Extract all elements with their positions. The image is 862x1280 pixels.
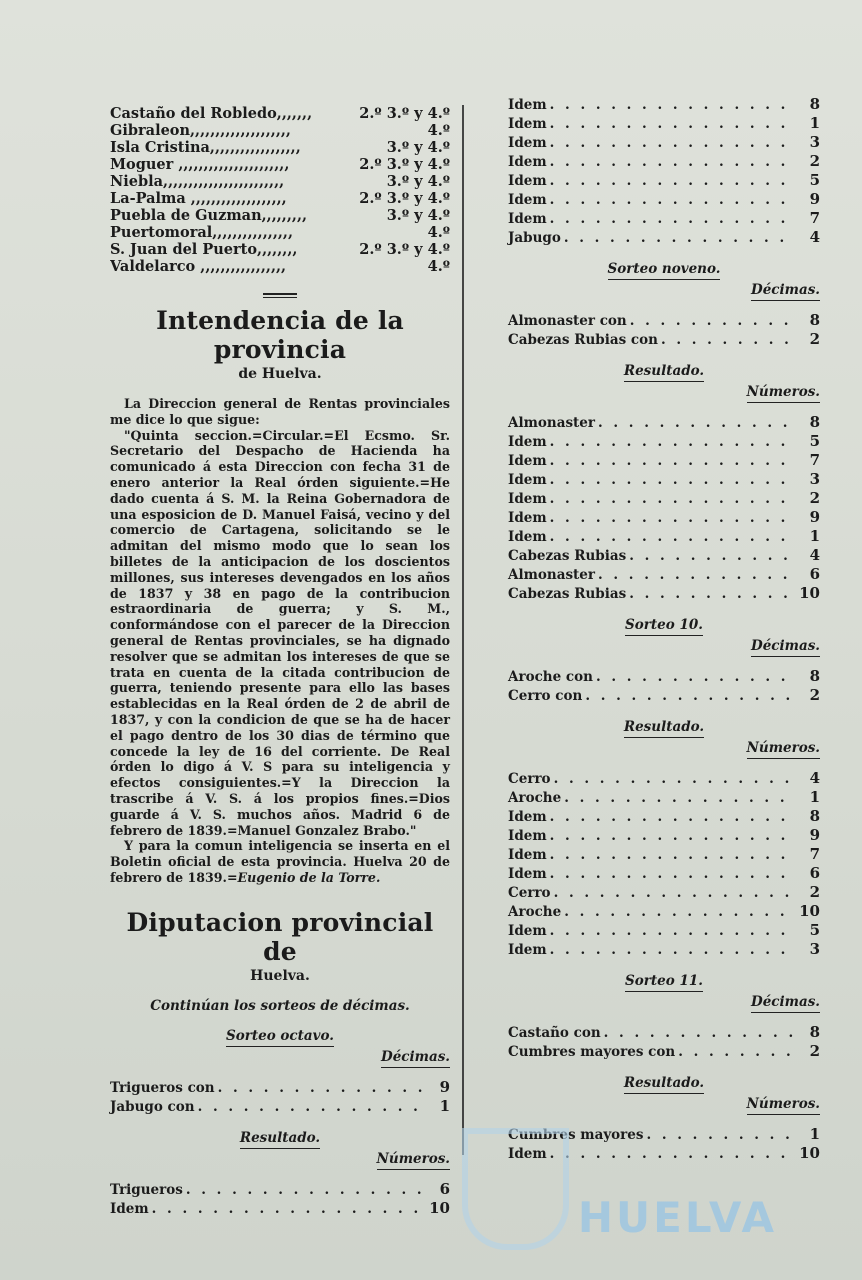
town-row: Puebla de Guzman,,,,,,,,, 3.º y 4.º [110,207,450,224]
diputacion-intro: Continúan los sorteos de décimas. [150,997,410,1014]
list-item: Idem . . . 1 [508,114,820,133]
resultado-heading: Resultado. [110,1130,450,1149]
intendencia-subtitle: de Huelva. [238,366,322,382]
list-item: Idem . . . 5 [508,432,820,451]
list-item: Idem . . . 2 [508,489,820,508]
list-item: Cabezas Rubias . . . 4 [508,546,820,565]
list-item: Idem . . . 5 [508,921,820,940]
sorteo-heading: Sorteo 10. [508,617,820,636]
decimas-label: Décimas. [508,282,820,301]
intendencia-paragraph: La Direccion general de Rentas provinciales me dice lo que sigue: [110,396,450,427]
numeros-label: Números. [508,1096,820,1115]
list-item: Jabugo con . . . 1 [110,1097,450,1116]
resultado-heading: Resultado. [508,1075,820,1094]
list-item: Trigueros con . . . 9 [110,1078,450,1097]
list-item: Cerro con . . . 2 [508,686,820,705]
sorteo-heading: Sorteo octavo. [110,1028,450,1047]
list-item: Aroche . . . 10 [508,902,820,921]
decimas-label: Décimas. [110,1049,450,1068]
town-row: S. Juan del Puerto,,,,,,,, 2.º 3.º y 4.º [110,241,450,258]
list-item: Idem . . . 9 [508,826,820,845]
list-item: Trigueros . . . 6 [110,1180,450,1199]
list-item: Cerro . . . 4 [508,769,820,788]
list-item: Idem . . . 7 [508,451,820,470]
numeros-label: Números. [110,1151,450,1170]
resultado-heading: Resultado. [508,363,820,382]
signature: Eugenio de la Torre. [237,869,381,885]
list-item: Jabugo . . . 4 [508,228,820,247]
list-item: Cumbres mayores . . . 1 [508,1125,820,1144]
resultado-heading: Resultado. [508,719,820,738]
town-row: Valdelarco ,,,,,,,,,,,,,,,,, 4.º [110,258,450,275]
right-column [508,95,820,1163]
list-item: Almonaster . . . 6 [508,565,820,584]
intendencia-paragraph: Y para la comun inteligencia se inserta en el Boletin oficial de esta provincia. Huelva 20 de febrero de 1839.=Eugenio de la Torre. [110,838,450,885]
town-row: Puertomoral,,,,,,,,,,,,,,,, 4.º [110,224,450,241]
watermark-stamp: HUELVA [577,1193,777,1242]
town-list [110,105,450,275]
list-item: Aroche . . . 1 [508,788,820,807]
list-item: Idem . . . 9 [508,508,820,527]
list-item: Idem . . . 7 [508,209,820,228]
intendencia-title: Intendencia de la provincia [156,306,404,364]
list-item: Almonaster con . . . 8 [508,311,820,330]
list-item: Cerro . . . 2 [508,883,820,902]
list-item: Cabezas Rubias . . . 10 [508,584,820,603]
town-row: Gibraleon,,,,,,,,,,,,,,,,,,,, 4.º [110,122,450,139]
list-item: Cumbres mayores con . . . 2 [508,1042,820,1061]
column-divider [462,105,464,1155]
list-item: Idem . . . 1 [508,527,820,546]
list-item: Idem . . . 6 [508,864,820,883]
list-item: Castaño con . . . 8 [508,1023,820,1042]
decimas-label: Décimas. [508,994,820,1013]
numeros-label: Números. [508,740,820,759]
list-item: Idem . . . 9 [508,190,820,209]
diputacion-subtitle: Huelva. [250,967,310,984]
diputacion-title: Diputacion provincial de [126,907,434,966]
list-item: Idem . . . 7 [508,845,820,864]
list-item: Idem . . . 3 [508,133,820,152]
list-item: Aroche con . . . 8 [508,667,820,686]
list-item: Idem . . . 10 [508,1144,820,1163]
decimas-label: Décimas. [508,638,820,657]
town-row: Isla Cristina,,,,,,,,,,,,,,,,,, 3.º y 4.º [110,139,450,156]
list-item: Idem . . . 5 [508,171,820,190]
list-item: Idem . . . 8 [508,807,820,826]
sorteo-heading: Sorteo noveno. [508,261,820,280]
intendencia-paragraph: "Quinta seccion.=Circular.=El Ecsmo. Sr. Secretario del Despacho de Hacienda ha comunicado á esta Direccion con fecha 31 de enero anterior la Real órden siguiente.=He dado cuenta á S. M. la Reina Gobernadora de una esposicion de D. Manuel Faisá, vecino y del comercio de Cartagena, solicitando se le admitan del mismo modo que lo sean los billetes de la anticipacion de los doscientos millones, sus intereses devengados en los años de 1837 y 38 en pago de la contribucion estraordinaria de guerra; y S. M., conformándose con el parecer de la Direccion general de Rentas provinciales, se ha dignado resolver que se admitan los intereses de que se trata en cuenta de la citada contribucion de guerra, teniendo presente para ello las bases establecidas en la Real órden de 2 de abril de 1837, y con la condicion de que se ha de hacer el pago dentro de los 30 dias de término que concede la ley de 16 del corriente. De Real órden lo digo á V. S para su inteligencia y efectos consiguientes.=Y la Direccion la trascribe á V. S. á los propios fines.=Dios guarde á V. S. muchos años. Madrid 6 de febrero de 1839.=Manuel Gonzalez Brabo." [110,427,450,838]
left-column [110,95,450,1218]
list-item: Idem . . . 10 [110,1199,450,1218]
watermark-shield-icon [462,1128,569,1250]
town-row: La-Palma ,,,,,,,,,,,,,,,,,,, 2.º 3.º y 4.º [110,190,450,207]
list-item: Idem . . . 3 [508,940,820,959]
list-item: Idem . . . 8 [508,95,820,114]
section-divider [263,293,297,298]
list-item: Idem . . . 3 [508,470,820,489]
sorteo-heading: Sorteo 11. [508,973,820,992]
list-item: Idem . . . 2 [508,152,820,171]
town-row: Moguer ,,,,,,,,,,,,,,,,,,,,,, 2.º 3.º y 4.º [110,156,450,173]
list-item: Almonaster . . . 8 [508,413,820,432]
list-item: Cabezas Rubias con . . . 2 [508,330,820,349]
town-row: Niebla,,,,,,,,,,,,,,,,,,,,,,,, 3.º y 4.º [110,173,450,190]
numeros-label: Números. [508,384,820,403]
town-row: Castaño del Robledo,,,,,,, 2.º 3.º y 4.º [110,105,450,122]
